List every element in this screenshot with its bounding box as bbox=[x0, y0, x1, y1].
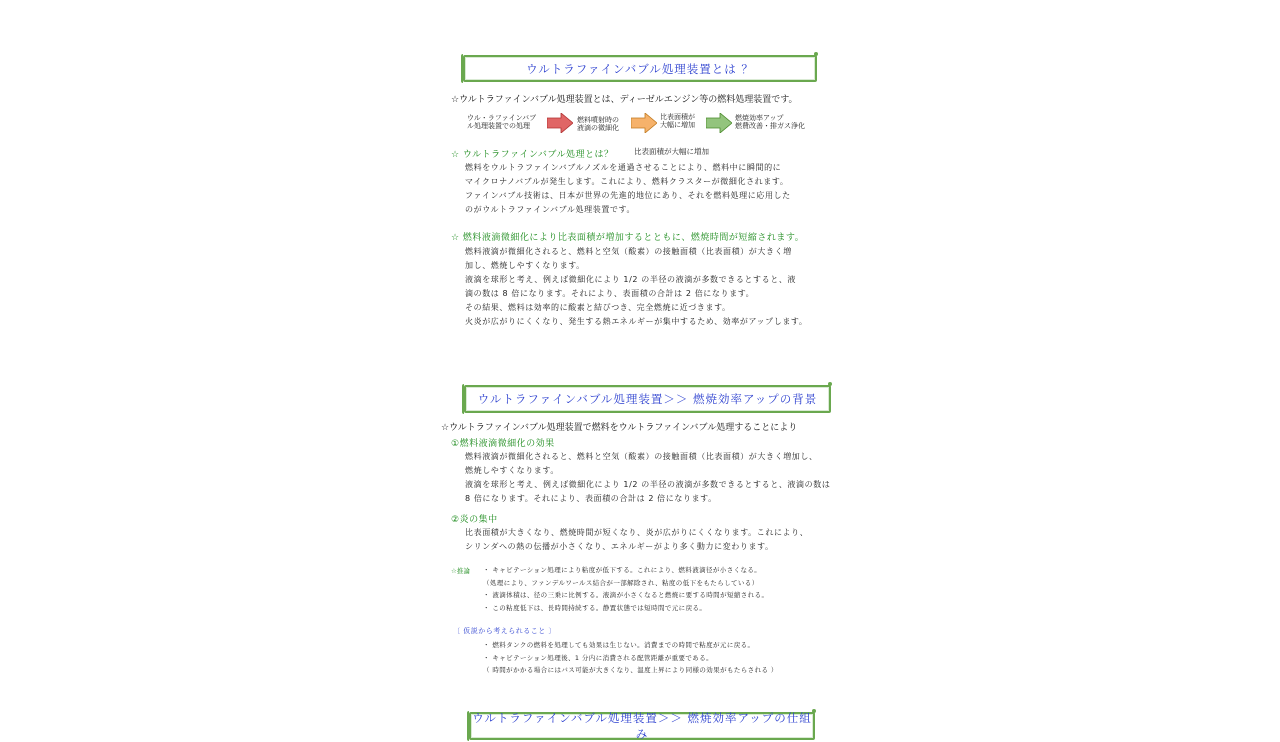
section3-banner bbox=[469, 712, 815, 740]
section2-title: ウルトラファインバブル処理装置＞＞ 燃焼効率アップの背景 bbox=[477, 392, 818, 406]
section1-banner bbox=[463, 55, 817, 82]
flow-step-2: 燃料噴射時の 液滴の微細化 bbox=[577, 116, 619, 132]
section2-heading-1: ①燃料液滴微細化の効果 bbox=[451, 439, 555, 449]
section2-body-1: 燃料液滴が微細化されると、燃料と空気（酸素）の接触面積（比表面積）が大きく増加し、 燃焼しやすくなります。 液滴を球形と考え、例えば微細化により 1/2 の半径の液滴が多数できるとすると、液滴の数は 8 倍になります。それにより、表面積の合計は 2 倍になります。 bbox=[465, 452, 831, 503]
section1-lead: ☆ウルトラファインバブル処理装置とは、ディーゼルエンジン等の燃料処理装置です。 bbox=[451, 95, 798, 105]
section1-title: ウルトラファインバブル処理装置とは ？ bbox=[526, 61, 754, 76]
arrow-orange-icon bbox=[631, 113, 657, 133]
arrow-green-icon bbox=[706, 113, 732, 133]
section2-lead: ☆ウルトラファインバブル処理装置で燃料をウルトラファインバブル処理することにより bbox=[441, 423, 798, 433]
section1-question-heading: ☆ ウルトラファインバブル処理とは？ bbox=[451, 150, 614, 160]
section1-droplet-heading: ☆ 燃料液滴微細化により比表面積が増加するとともに、燃焼時間が短縮されます。 bbox=[451, 233, 805, 243]
section2-body-2: 比表面積が大きくなり、燃焼時間が短くなり、炎が広がりにくくなります。これにより、 シリンダへの熱の伝播が小さくなり、エネルギーがより多く動力に変わります。 bbox=[465, 528, 809, 551]
section2-hypothesis-body: ・ 燃料タンクの燃料を処理しても効果は生じない。消費までの時間で粘度が元に戻る。 ・ キャビテーション処理後、1 分内に消費される配管距離が重要である。 （ 時間がかかる場合にはバス可能が大きくなり、温度上昇により同様の効果がもたらされる ） bbox=[483, 641, 778, 674]
section2-note-label: ☆推論 bbox=[451, 567, 470, 575]
flow-step-4: 燃焼効率アップ 燃費改善・排ガス浄化 bbox=[735, 114, 805, 130]
arrow-red-icon bbox=[547, 113, 573, 133]
section2-hypothesis-label: 〔 仮説から考えられること 〕 bbox=[453, 627, 556, 635]
flow-step-1: ウル・ラファインバブ ル処理装置での処理 bbox=[467, 114, 537, 130]
section2-note-body: ・ キャビテーション処理により粘度が低下する。これにより、燃料液滴径が小さくなる。 （処理により、ファンデルワールス結合が一部解除され、粘度の低下をもたらしている） ・ 液滴体積は、径の三乗に比例する。液滴が小さくなると燃焼に要する時間が短縮される。 ・ この粘度低下は、長時間持続する。静置状態では短時間で元に戻る。 bbox=[483, 566, 769, 612]
section1-question-note: 比表面積が大幅に増加 bbox=[634, 147, 709, 156]
flow-step-3: 比表面積が 大幅に増加 bbox=[660, 113, 695, 129]
section2-banner bbox=[464, 385, 831, 413]
section1-question-body: 燃料をウルトラファインバブルノズルを通過させることにより、燃料中に瞬間的に マイクロナノバブルが発生します。これにより、燃料クラスターが微細化されます。 ファインバブル技術は、日本が世界の先進的地位にあり、それを燃料処理に応用した のがウルトラファインバブル処理装置です。 bbox=[465, 163, 791, 214]
section2-heading-2: ②炎の集中 bbox=[451, 515, 498, 525]
section1-droplet-body: 燃料液滴が微細化されると、燃料と空気（酸素）の接触面積（比表面積）が大きく増 加し、燃焼しやすくなります。 液滴を球形と考え、例えば微細化により 1/2 の半径の液滴が多数できるとすると、液 滴の数は 8 倍になります。それにより、表面積の合計は 2 倍になります。 その結果、燃料は効率的に酸素と結びつき、完全燃焼に近づきます。 火炎が広がりにくくなり、発生する熱エネルギーが集中するため、効率がアップします。 bbox=[465, 247, 808, 326]
section3-title: ウルトラファインバブル処理装置＞＞ 燃焼効率アップの仕組み bbox=[472, 711, 812, 741]
